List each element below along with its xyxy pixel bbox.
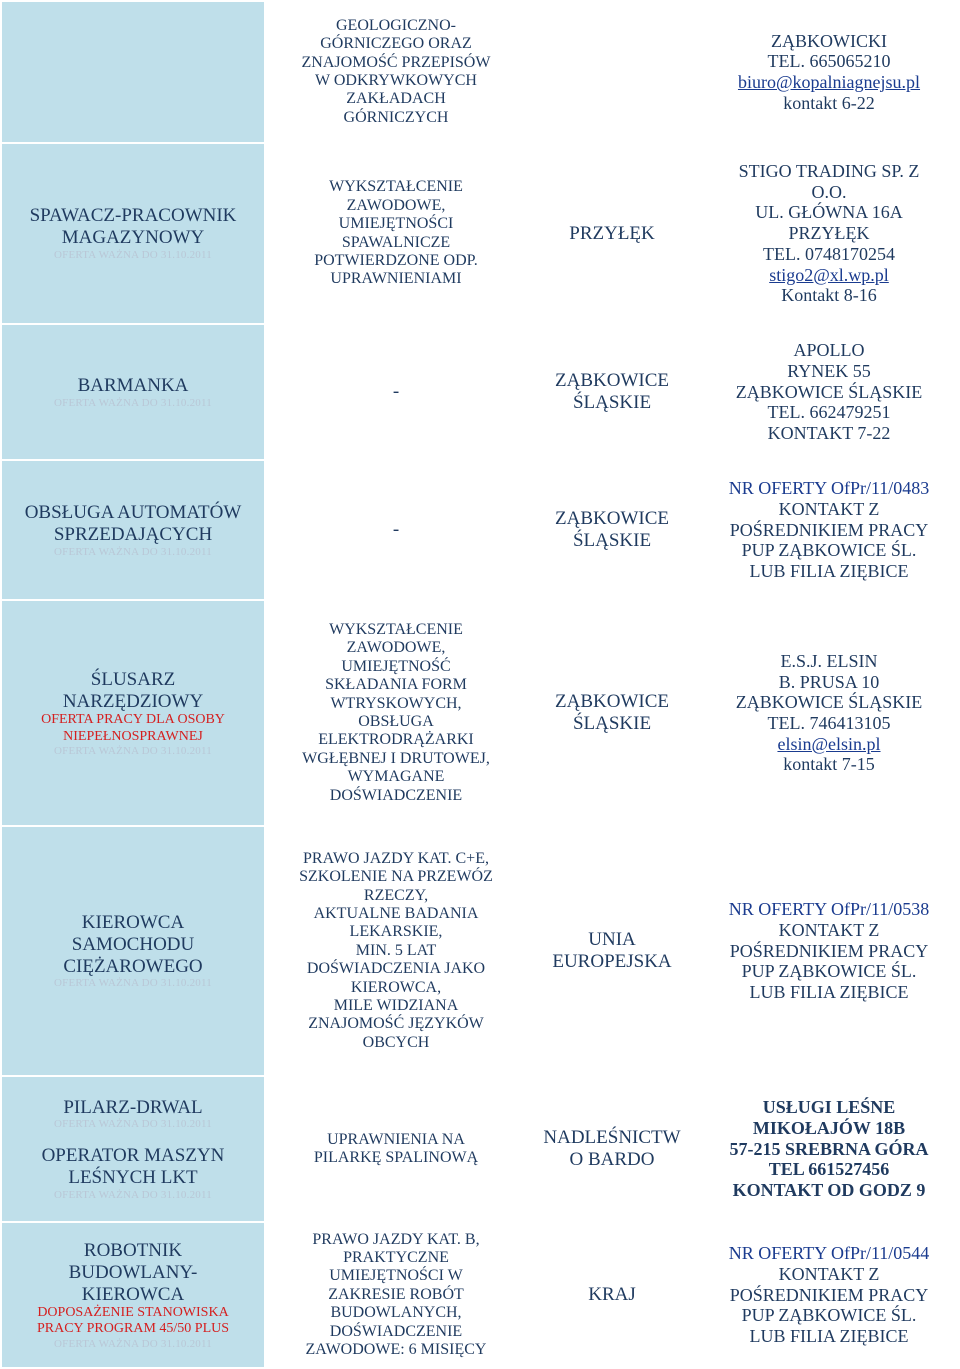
contact-line: ZĄBKOWICE ŚLĄSKIE bbox=[735, 381, 923, 402]
job-title: NARZĘDZIOWY bbox=[62, 690, 204, 712]
location-cell bbox=[527, 1076, 697, 1222]
job-title-cell bbox=[1, 1, 265, 143]
validity-note: OFERTA WAŻNA DO 31.10.2011 bbox=[54, 396, 212, 409]
job-title-cell bbox=[1, 826, 265, 1076]
requirements-line: ZAWODOWE, bbox=[346, 639, 446, 657]
requirements-line: POTWIERDZONE ODP. bbox=[314, 251, 478, 269]
table-row bbox=[1, 826, 960, 1076]
contact-line: Kontakt 8-16 bbox=[781, 285, 877, 306]
job-title-cell bbox=[1, 460, 265, 600]
requirements-line: UMIEJĘTNOŚCI bbox=[338, 215, 454, 233]
requirements-cell bbox=[265, 143, 527, 324]
requirements-line: SKŁADANIA FORM bbox=[325, 676, 467, 694]
job-title-cell bbox=[1, 143, 265, 324]
disability-note: NIEPEŁNOSPRAWNEJ bbox=[63, 728, 203, 744]
contact-line: KONTAKT OD GODZ 9 bbox=[732, 1180, 926, 1201]
contact-cell bbox=[697, 460, 960, 600]
location-text: PRZYŁĘK bbox=[569, 222, 655, 244]
contact-line: LUB FILIA ZIĘBICE bbox=[749, 561, 909, 582]
requirements-line: UMIEJĘTNOŚĆ bbox=[341, 657, 451, 675]
contact-line: LUB FILIA ZIĘBICE bbox=[749, 982, 909, 1003]
requirements-line: PRAWO JAZDY KAT. B, bbox=[312, 1230, 480, 1248]
contact-cell bbox=[697, 600, 960, 826]
location-text: ZĄBKOWICE bbox=[555, 370, 669, 392]
job-title: OBSŁUGA AUTOMATÓW bbox=[24, 501, 242, 523]
requirements-line: ZNAJOMOŚĆ PRZEPISÓW bbox=[301, 53, 491, 71]
requirements-line: GÓRNICZEGO ORAZ bbox=[320, 35, 472, 53]
location-text: EUROPEJSKA bbox=[552, 951, 672, 972]
location-text: ŚLĄSKIE bbox=[572, 713, 652, 734]
location-text: ŚLĄSKIE bbox=[572, 530, 652, 551]
contact-cell bbox=[697, 1222, 960, 1368]
requirements-line: OBCYCH bbox=[362, 1033, 430, 1051]
job-title: SAMOCHODU bbox=[71, 933, 195, 955]
contact-line: MIKOŁAJÓW 18B bbox=[752, 1117, 906, 1138]
requirements-line: UPRAWNIENIAMI bbox=[330, 270, 462, 288]
requirements-line: UMIEJĘTNOŚCI W bbox=[329, 1267, 463, 1285]
contact-cell bbox=[697, 826, 960, 1076]
contact-line: APOLLO bbox=[793, 340, 865, 361]
requirements-line: WYKSZTAŁCENIE bbox=[329, 621, 463, 639]
requirements-line: UPRAWNIENIA NA bbox=[327, 1130, 465, 1148]
location-text: ŚLĄSKIE bbox=[572, 392, 652, 413]
job-title: KIEROWCA bbox=[81, 911, 185, 933]
validity-note: OFERTA WAŻNA DO 31.10.2011 bbox=[54, 977, 212, 990]
program-note: PRACY PROGRAM 45/50 PLUS bbox=[36, 1321, 230, 1337]
requirements-line: - bbox=[392, 519, 400, 541]
requirements-line: GEOLOGICZNO- bbox=[336, 16, 456, 34]
job-title: PILARZ-DRWAL bbox=[63, 1096, 203, 1118]
contact-line: TEL. 662479251 bbox=[767, 402, 891, 423]
requirements-cell bbox=[265, 1076, 527, 1222]
validity-note: OFERTA WAŻNA DO 31.10.2011 bbox=[54, 545, 212, 558]
requirements-line: ZAKŁADACH bbox=[346, 90, 446, 108]
job-title-cell bbox=[1, 1076, 265, 1222]
location-text: ZĄBKOWICE bbox=[555, 508, 669, 530]
contact-line: STIGO TRADING SP. Z bbox=[738, 161, 920, 182]
requirements-line: GÓRNICZYCH bbox=[343, 108, 449, 126]
contact-line: PUP ZĄBKOWICE ŚL. bbox=[741, 1305, 917, 1326]
requirements-line: PRAKTYCZNE bbox=[343, 1249, 449, 1267]
table-row bbox=[1, 600, 960, 826]
contact-line: KONTAKT Z bbox=[778, 919, 880, 940]
contact-line: O.O. bbox=[811, 181, 847, 202]
requirements-line: RZECZY, bbox=[363, 886, 429, 904]
email-link[interactable]: biuro@kopalniagnejsu.pl bbox=[737, 72, 921, 92]
requirements-line: MIN. 5 LAT bbox=[355, 941, 437, 959]
job-title-cell bbox=[1, 1222, 265, 1368]
requirements-line: ZNAJOMOŚĆ JĘZYKÓW bbox=[308, 1015, 484, 1033]
requirements-line: ELEKTRODRĄŻARKI bbox=[318, 731, 474, 749]
requirements-line: WYKSZTAŁCENIE bbox=[329, 178, 463, 196]
location-text: ZĄBKOWICE bbox=[555, 691, 669, 713]
contact-line: USŁUGI LEŚNE bbox=[762, 1097, 896, 1118]
job-title-cell bbox=[1, 600, 265, 826]
job-title: OPERATOR MASZYN bbox=[41, 1145, 225, 1167]
job-title: LEŚNYCH LKT bbox=[68, 1166, 198, 1188]
requirements-cell bbox=[265, 1, 527, 143]
contact-line: LUB FILIA ZIĘBICE bbox=[749, 1326, 909, 1347]
program-note: DOPOSAŻENIE STANOWISKA bbox=[37, 1305, 229, 1321]
location-cell bbox=[527, 826, 697, 1076]
contact-line: kontakt 7-15 bbox=[783, 754, 875, 775]
contact-cell bbox=[697, 1076, 960, 1222]
contact-line: E.S.J. ELSIN bbox=[780, 650, 878, 671]
contact-cell bbox=[697, 324, 960, 460]
contact-line: RYNEK 55 bbox=[787, 360, 871, 381]
location-cell bbox=[527, 324, 697, 460]
requirements-line: PILARKĘ SPALINOWĄ bbox=[313, 1149, 479, 1166]
contact-line: POŚREDNIKIEM PRACY bbox=[729, 940, 929, 961]
contact-line: PRZYŁĘK bbox=[788, 223, 870, 244]
requirements-line: WTRYSKOWYCH, bbox=[330, 694, 462, 712]
validity-note: OFERTA WAŻNA DO 31.10.2011 bbox=[54, 249, 212, 262]
contact-line: KONTAKT Z bbox=[778, 1263, 880, 1284]
contact-line: UL. GŁÓWNA 16A bbox=[755, 202, 903, 223]
requirements-line: ZAWODOWE, bbox=[346, 196, 446, 214]
job-title: SPAWACZ-PRACOWNIK bbox=[29, 205, 237, 227]
location-cell bbox=[527, 600, 697, 826]
contact-line: PUP ZĄBKOWICE ŚL. bbox=[741, 540, 917, 561]
table-row bbox=[1, 1222, 960, 1368]
contact-cell bbox=[697, 143, 960, 324]
job-title: ŚLUSARZ bbox=[90, 668, 176, 690]
requirements-cell bbox=[265, 600, 527, 826]
job-title: KIEROWCA bbox=[81, 1283, 185, 1305]
requirements-cell bbox=[265, 826, 527, 1076]
requirements-line: W ODKRYWKOWYCH bbox=[315, 72, 477, 89]
disability-note: OFERTA PRACY DLA OSOBY bbox=[41, 712, 225, 728]
table-row bbox=[1, 1076, 960, 1222]
validity-note: OFERTA WAŻNA DO 31.10.2011 bbox=[54, 744, 212, 757]
requirements-line: WYMAGANE bbox=[347, 768, 445, 786]
table-row bbox=[1, 460, 960, 600]
offer-number: NR OFERTY OfPr/11/0544 bbox=[728, 1243, 930, 1264]
requirements-line: PRAWO JAZDY KAT. C+E, bbox=[303, 849, 489, 867]
location-cell bbox=[527, 1, 697, 143]
requirements-cell bbox=[265, 1222, 527, 1368]
table-row bbox=[1, 143, 960, 324]
location-text: O BARDO bbox=[569, 1149, 655, 1170]
location-cell bbox=[527, 143, 697, 324]
job-title: SPRZEDAJĄCYCH bbox=[53, 523, 213, 545]
contact-line: KONTAKT 7-22 bbox=[767, 423, 891, 444]
job-title: ROBOTNIK bbox=[83, 1239, 183, 1261]
contact-line: TEL. 746413105 bbox=[767, 713, 891, 733]
location-cell bbox=[527, 1222, 697, 1368]
email-link[interactable]: elsin@elsin.pl bbox=[777, 733, 881, 754]
location-text: NADLEŚNICTW bbox=[543, 1127, 681, 1149]
contact-cell bbox=[697, 1, 960, 143]
contact-line: TEL. 665065210 bbox=[767, 51, 891, 72]
requirements-line: DOŚWIADCZENIA JAKO bbox=[306, 960, 486, 978]
contact-line: POŚREDNIKIEM PRACY bbox=[729, 1284, 929, 1305]
contact-line: B. PRUSA 10 bbox=[778, 671, 880, 692]
contact-line: TEL. 0748170254 bbox=[763, 243, 895, 264]
requirements-line: ZAKRESIE ROBÓT bbox=[328, 1285, 464, 1303]
table-row bbox=[1, 324, 960, 460]
contact-line: 57-215 SREBRNA GÓRA bbox=[729, 1138, 929, 1159]
contact-line: ZĄBKOWICE ŚLĄSKIE bbox=[735, 692, 923, 713]
requirements-cell bbox=[265, 460, 527, 600]
validity-note: OFERTA WAŻNA DO 31.10.2011 bbox=[54, 1118, 212, 1131]
job-title: MAGAZYNOWY bbox=[61, 227, 205, 249]
offer-number: NR OFERTY OfPr/11/0538 bbox=[728, 899, 930, 920]
contact-line: PUP ZĄBKOWICE ŚL. bbox=[741, 961, 917, 982]
requirements-line: AKTUALNE BADANIA bbox=[313, 905, 479, 923]
job-title-cell bbox=[1, 324, 265, 460]
location-cell bbox=[527, 460, 697, 600]
requirements-line: MILE WIDZIANA bbox=[333, 996, 459, 1014]
requirements-line: OBSŁUGA bbox=[358, 713, 434, 730]
contact-line: POŚREDNIKIEM PRACY bbox=[729, 519, 929, 540]
offer-number: NR OFERTY OfPr/11/0483 bbox=[728, 478, 930, 499]
requirements-line: SZKOLENIE NA PRZEWÓZ bbox=[299, 868, 493, 886]
contact-line: ZĄBKOWICKI bbox=[771, 30, 887, 51]
email-link[interactable]: stigo2@xl.wp.pl bbox=[769, 264, 889, 285]
requirements-line: SPAWALNICZE bbox=[341, 233, 451, 251]
contact-line: TEL 661527456 bbox=[768, 1159, 890, 1180]
requirements-line: LEKARSKIE, bbox=[349, 923, 443, 941]
requirements-line: DOŚWIADCZENIE bbox=[329, 786, 463, 804]
location-text: KRAJ bbox=[588, 1284, 636, 1306]
validity-note: OFERTA WAŻNA DO 31.10.2011 bbox=[54, 1188, 212, 1201]
requirements-line: KIEROWCA, bbox=[350, 978, 442, 996]
contact-line: KONTAKT Z bbox=[778, 498, 880, 519]
requirements-line: WGŁĘBNEJ I DRUTOWEJ, bbox=[302, 749, 490, 767]
requirements-line: ZAWODOWE: 6 MISIĘCY bbox=[305, 1340, 487, 1358]
requirements-line: BUDOWLANYCH, bbox=[330, 1304, 462, 1322]
requirements-line: DOŚWIADCZENIE bbox=[329, 1322, 463, 1340]
validity-note: OFERTA WAŻNA DO 31.10.2011 bbox=[54, 1337, 212, 1350]
requirements-line: - bbox=[392, 381, 400, 403]
job-title: BARMANKA bbox=[77, 374, 189, 396]
location-text: UNIA bbox=[588, 929, 636, 951]
contact-line: kontakt 6-22 bbox=[783, 92, 875, 113]
job-title: CIĘŻAROWEGO bbox=[63, 955, 203, 977]
job-title: BUDOWLANY- bbox=[68, 1261, 198, 1283]
table-row bbox=[1, 1, 960, 143]
requirements-cell bbox=[265, 324, 527, 460]
